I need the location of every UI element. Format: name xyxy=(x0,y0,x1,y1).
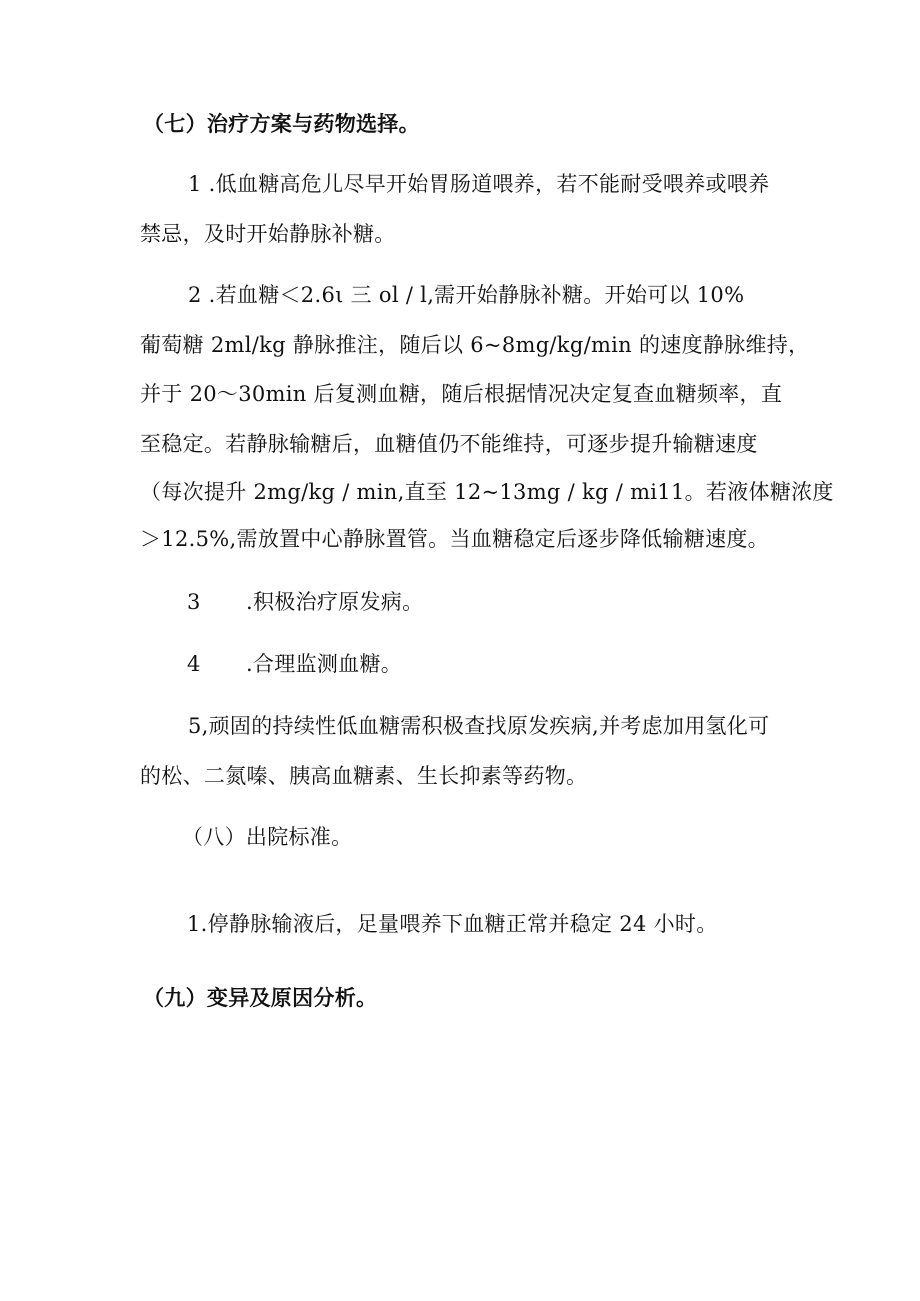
list-number-4: 4 xyxy=(187,652,201,676)
section-heading-9: （九）变异及原因分析。 xyxy=(143,986,378,1010)
section-heading-8: （八）出院标准。 xyxy=(182,825,353,849)
paragraph-item-2-line-3: 并于 20～30min 后复测血糖，随后根据情况决定复查血糖频率，直 xyxy=(140,382,783,406)
paragraph-item-2-line-2: 葡萄糖 2ml/kg 静脉推注，随后以 6~8mg/kg/min 的速度静脉维持， xyxy=(140,333,810,357)
discharge-criteria-item-1: 1.停静脉输液后，足量喂养下血糖正常并稳定 24 小时。 xyxy=(187,912,718,936)
list-text-4: .合理监测血糖。 xyxy=(246,652,403,676)
paragraph-item-2-line-5: （每次提升 2mg/kg / min,直至 12~13mg / kg / mi11。若液体糖浓度 xyxy=(140,480,834,504)
paragraph-item-2-line-4: 至稳定。若静脉输糖后，血糖值仍不能维持，可逐步提升输糖速度 xyxy=(140,432,758,456)
paragraph-item-2-line-1: 2 .若血糖＜2.6ι 三 ol / l,需开始静脉补糖。开始可以 10% xyxy=(188,283,745,307)
list-number-3: 3 xyxy=(187,590,201,614)
paragraph-item-1-line-2: 禁忌，及时开始静脉补糖。 xyxy=(140,222,396,246)
paragraph-item-5-line-1: 5,顽固的持续性低血糖需积极查找原发疾病,并考虑加用氢化可 xyxy=(188,714,770,738)
section-heading-7: （七）治疗方案与药物选择。 xyxy=(143,112,420,136)
list-text-3: .积极治疗原发病。 xyxy=(246,590,424,614)
paragraph-item-1-line-1: 1 .低血糖高危儿尽早开始胃肠道喂养，若不能耐受喂养或喂养 xyxy=(188,172,770,196)
paragraph-item-2-line-6: ＞12.5%,需放置中心静脉置管。当血糖稳定后逐步降低输糖速度。 xyxy=(140,527,769,551)
paragraph-item-5-line-2: 的松、二氮嗪、胰高血糖素、生长抑素等药物。 xyxy=(140,764,588,788)
